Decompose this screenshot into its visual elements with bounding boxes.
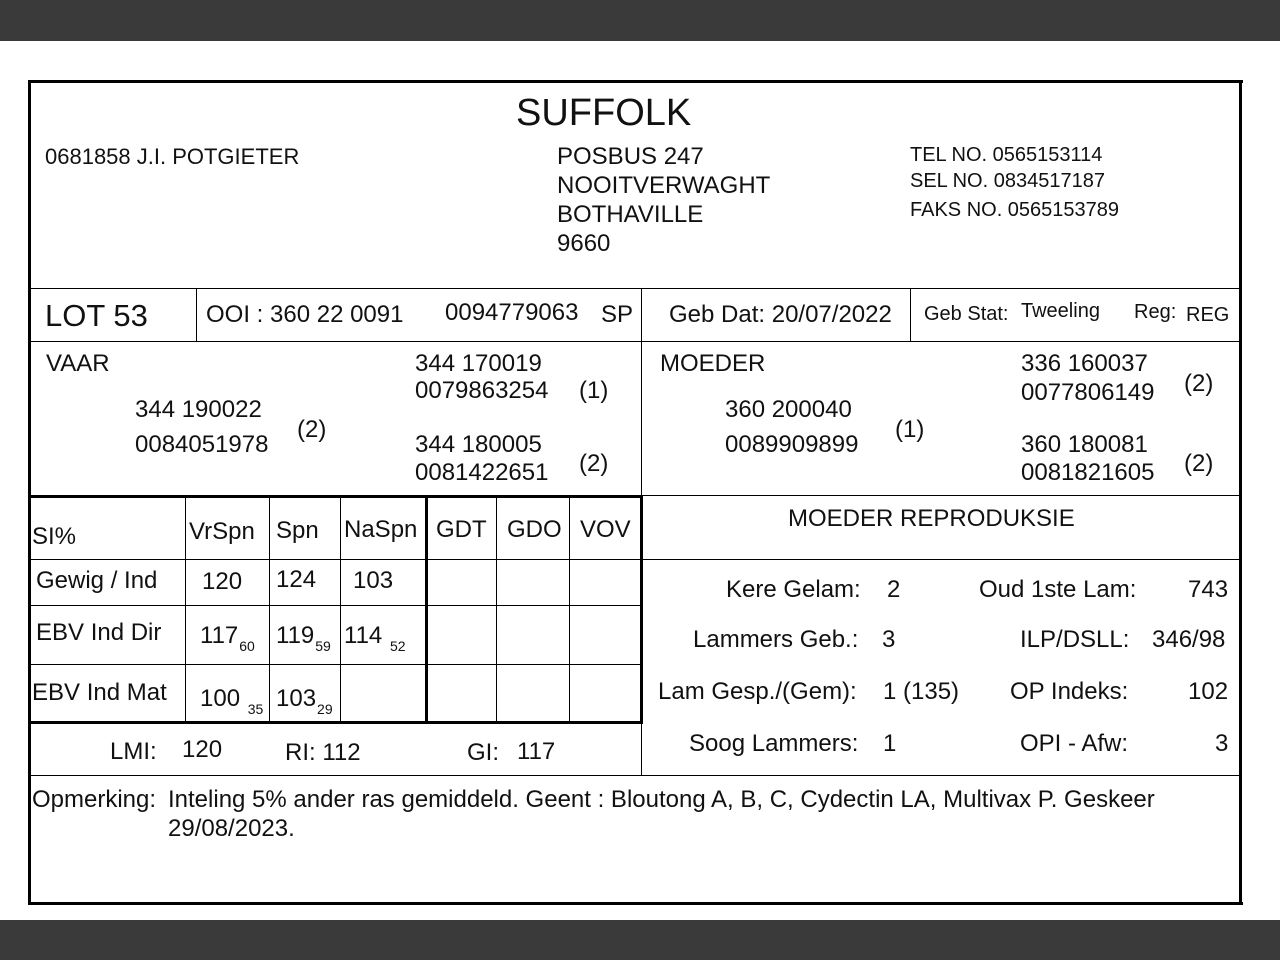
ilp-dsll-label: ILP/DSLL: [1020,626,1130,653]
reg-value: REG [1186,304,1230,326]
owner-name: 0681858 J.I. POTGIETER [45,144,300,169]
ooi-id: OOI : 360 22 0091 [206,301,404,328]
dam-dam-id: 360 180081 [1021,431,1148,458]
birth-status-label: Geb Stat: [924,303,1009,325]
dam-label: MOEDER [660,350,766,377]
vrspn-value: 100 $_{35}$ [200,685,264,717]
remarks-line-1: Inteling 5% ander ras gemiddeld. Geent : Bloutong A, B, C, Cydectin LA, Multivax P. Geskeer [168,786,1155,813]
opi-afw-label: OPI - Afw: [1020,730,1129,757]
dam-dam-number: 0081821605 [1021,459,1155,486]
border-left [28,80,31,905]
spn-value: 124 [276,566,317,593]
row-label: EBV Ind Dir [36,619,162,646]
bottom-bar [0,920,1280,960]
table-right-thick [640,495,643,724]
lam-gesp-value: 1 (135) [883,678,960,705]
kere-gelam-label: Kere Gelam: [726,576,861,603]
sp-code: SP [601,301,634,328]
ri-value: RI: 112 [285,739,361,766]
kere-gelam-value: 2 [887,576,901,603]
sire-number: 0084051978 [135,431,269,458]
sire-dam-mark: (2) [579,450,609,477]
sire-label: VAAR [46,350,110,377]
address-line-3: BOTHAVILLE [557,201,704,228]
lot-divider-2 [641,288,642,341]
header-gdo: GDO [507,516,562,543]
op-indeks-value: 102 [1188,678,1229,705]
lot-divider-3 [910,288,911,341]
divider-header [30,288,1240,289]
row-label: EBV Ind Mat [32,679,167,706]
naspn-accuracy: 52 [389,638,406,654]
reproduction-title: MOEDER REPRODUKSIE [788,505,1075,532]
remarks-label: Opmerking: [32,786,157,813]
breed-title: SUFFOLK [516,92,692,134]
table-row-line-1 [30,605,642,606]
spn-value: $119_{59}$ [276,622,331,654]
gi-label: GI: [467,739,500,766]
dam-sire-id: 336 160037 [1021,350,1148,377]
dam-mark: (1) [895,416,925,443]
address-line-1: POSBUS 247 [557,143,704,170]
top-bar [0,0,1280,41]
lam-gesp-label: Lam Gesp./(Gem): [658,678,857,705]
border-right [1239,80,1242,905]
reg-label: Reg: [1134,301,1177,323]
sire-sire-number: 0079863254 [415,377,549,404]
address-line-4: 9660 [557,230,611,257]
naspn-value: 114 $_{52}$ [344,622,406,654]
op-indeks-label: OP Indeks: [1010,678,1129,705]
header-naspn: NaSpn [344,516,418,543]
table-col-label [185,497,186,723]
vrspn-value: 120 [202,568,243,595]
row-label: Gewig / Ind [36,567,158,594]
divider-pedigree-thick [30,495,643,498]
dam-sire-mark: (2) [1184,370,1214,397]
table-bottom-line [30,721,643,724]
table-col-naspn-thick [425,497,428,723]
divider-lot [30,341,1240,342]
table-col-vrspn [269,497,270,723]
table-col-spn [340,497,341,723]
soog-lammers-label: Soog Lammers: [689,730,859,757]
table-header-line [30,559,642,560]
vrspn-accuracy: 60 [239,638,255,654]
header-vrspn: VrSpn [189,518,255,545]
address-line-2: NOOITVERWAGHT [557,172,771,199]
sire-mark: (2) [297,416,327,443]
repro-title-line [642,559,1240,560]
gi-value: 117 [517,738,556,765]
header-gdt: GDT [436,516,487,543]
dam-dam-mark: (2) [1184,450,1214,477]
opi-afw-value: 3 [1215,730,1229,757]
lammers-geb-label: Lammers Geb.: [693,626,859,653]
dam-number: 0089909899 [725,431,859,458]
sire-dam-number: 0081422651 [415,459,549,486]
dam-sire-number: 0077806149 [1021,379,1155,406]
dam-id: 360 200040 [725,396,852,423]
header-vov: VOV [580,516,631,543]
lot-id-number: 0094779063 [445,299,579,326]
vrspn-accuracy: 35 [247,701,264,717]
lmi-label: LMI: [110,738,157,765]
sire-sire-mark: (1) [579,377,609,404]
faks-number: FAKS NO. 0565153789 [910,199,1120,221]
spn-accuracy: 29 [317,701,333,717]
lot-divider-1 [196,288,197,341]
lammers-geb-value: 3 [882,626,896,653]
sel-number: SEL NO. 0834517187 [910,170,1105,192]
table-row-line-2 [30,664,642,665]
header-spn: Spn [276,517,319,544]
table-col-gdo [569,497,570,723]
tel-number: TEL NO. 0565153114 [910,144,1103,166]
ilp-dsll-value: 346/98 [1152,626,1226,653]
table-corner-label: SI% [32,523,77,550]
birth-date: Geb Dat: 20/07/2022 [669,301,892,328]
oud-lam-value: 743 [1188,576,1229,603]
border-top [28,80,1243,83]
birth-status: Tweeling [1021,300,1100,322]
lot-number: LOT 53 [45,298,148,333]
table-col-gdt [496,497,497,723]
oud-lam-label: Oud 1ste Lam: [979,576,1137,603]
naspn-value: 103 [353,567,394,594]
sire-dam-id: 344 180005 [415,431,542,458]
vrspn-value: $117_{60}$ [200,622,255,654]
sire-sire-id: 344 170019 [415,350,542,377]
remarks-line-2: 29/08/2023. [168,815,295,842]
lmi-value: 120 [182,736,223,763]
spn-value: $103_{29}$ [276,685,333,717]
spn-accuracy: 59 [315,638,331,654]
border-bottom [28,902,1243,905]
divider-remarks [30,775,1240,776]
sire-id: 344 190022 [135,396,262,423]
soog-lammers-value: 1 [883,730,897,757]
